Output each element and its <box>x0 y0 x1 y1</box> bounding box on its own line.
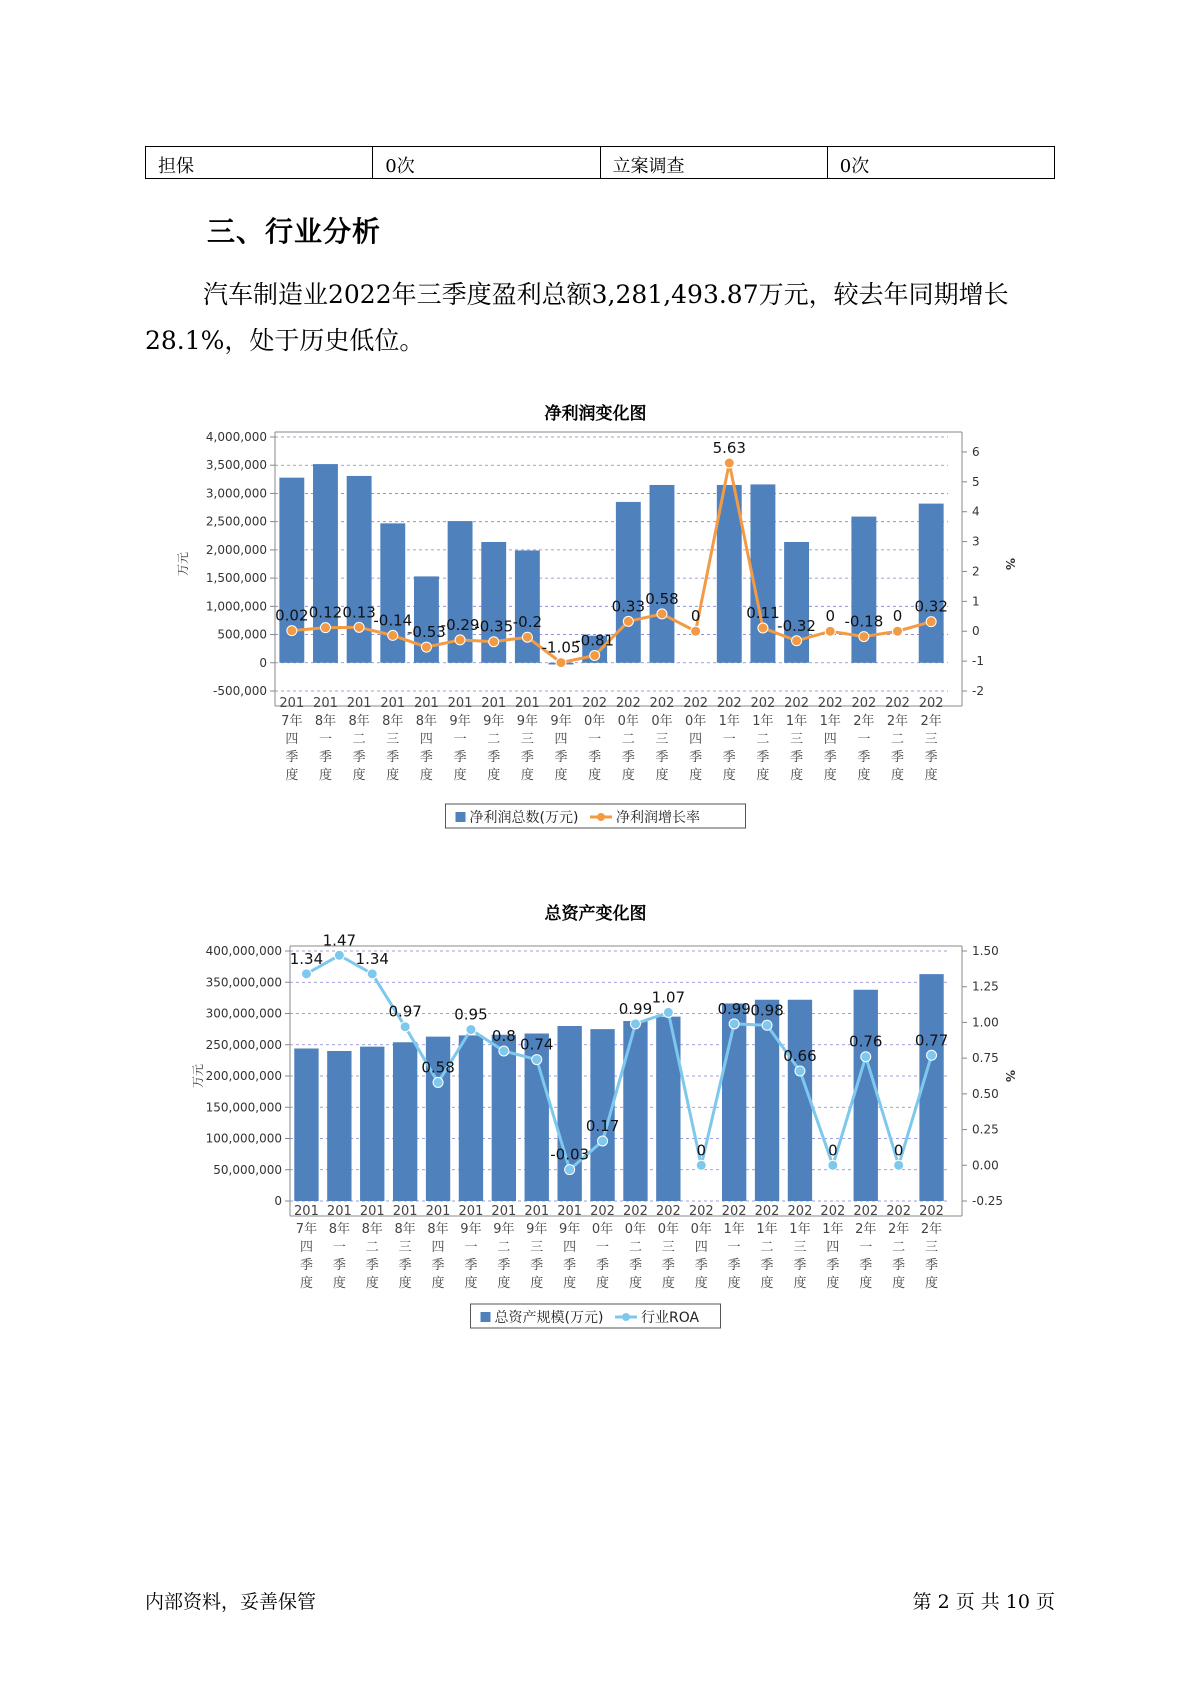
y-tick-label: 0 <box>274 1194 282 1208</box>
line-point <box>630 1019 640 1029</box>
x-tick-label: 201 9年三季度 <box>524 1204 550 1291</box>
x-tick-label: 202 0年一季度 <box>590 1204 615 1291</box>
y-tick-label: 50,000,000 <box>213 1162 282 1177</box>
y-tick-label: 350,000,000 <box>205 975 282 990</box>
x-tick-label: 202 1年一季度 <box>721 1204 747 1291</box>
bar <box>327 1051 351 1201</box>
x-tick-label: 201 8年一季度 <box>313 696 338 783</box>
y2-tick-label: 0.50 <box>972 1086 999 1101</box>
bar <box>788 1000 812 1201</box>
bar <box>380 523 405 662</box>
line-point <box>532 1055 542 1065</box>
x-tick-label: 201 9年一季度 <box>458 1204 484 1291</box>
bar <box>492 1035 516 1201</box>
y-tick-label: 3,000,000 <box>205 486 267 501</box>
info-table <box>145 146 1055 179</box>
y-tick-label: 400,000,000 <box>205 944 282 958</box>
x-tick-label: 201 8年三季度 <box>380 696 406 783</box>
line-point <box>320 623 330 633</box>
line-point <box>466 1025 476 1035</box>
net-profit-chart <box>0 425 1191 845</box>
y-tick-label: 0 <box>259 655 267 670</box>
data-label: 0 <box>690 607 701 626</box>
x-tick-label: 202 2年二季度 <box>885 696 910 783</box>
y2-tick-label: 0.75 <box>972 1051 999 1066</box>
line-point <box>691 626 701 636</box>
y-tick-label: 3,500,000 <box>205 458 267 473</box>
line-point <box>565 1165 575 1175</box>
data-label: -0.14 <box>373 611 413 630</box>
data-label: 0.11 <box>746 603 780 622</box>
data-label: 0.58 <box>421 1058 455 1077</box>
legend-bar-swatch <box>456 812 466 822</box>
bar <box>294 1049 318 1202</box>
table-cell: 立案调查 <box>600 147 827 179</box>
line-point <box>489 637 499 647</box>
y2-tick-label: 2 <box>972 564 980 579</box>
line-point <box>828 1160 838 1170</box>
x-tick-label: 202 1年四季度 <box>817 696 843 783</box>
x-tick-label: 201 9年一季度 <box>447 696 473 783</box>
bar <box>722 1004 746 1202</box>
x-tick-label: 202 0年四季度 <box>688 1204 714 1291</box>
y2-tick-label: 0.00 <box>972 1158 999 1173</box>
x-tick-label: 201 8年四季度 <box>414 696 439 783</box>
data-label: 0 <box>696 1141 707 1160</box>
table-cell: 担保 <box>146 147 373 179</box>
line-point <box>590 650 600 660</box>
x-tick-label: 202 1年三季度 <box>784 696 809 783</box>
y-tick-label: 1,500,000 <box>205 571 267 586</box>
line-point <box>724 458 734 468</box>
chart-title-net-profit: 净利润变化图 <box>544 404 647 424</box>
data-label: -0.18 <box>844 612 884 631</box>
x-tick-label: 201 8年二季度 <box>359 1204 385 1291</box>
data-label: 0.12 <box>308 603 343 622</box>
x-tick-label: 201 8年二季度 <box>346 696 372 783</box>
y-tick-label: 4,000,000 <box>205 430 267 444</box>
x-tick-label: 202 0年一季度 <box>582 696 608 783</box>
y2-tick-label: 1.00 <box>972 1015 999 1030</box>
x-tick-label: 201 9年三季度 <box>514 696 540 783</box>
legend-label: 总资产规模(万元) <box>494 1310 604 1326</box>
line-point <box>433 1077 443 1087</box>
y-tick-label: 200,000,000 <box>205 1069 282 1083</box>
line-point <box>455 635 465 645</box>
line-point <box>367 969 377 979</box>
legend-label: 净利润总数(万元) <box>469 810 579 826</box>
line-point <box>926 617 936 627</box>
line-point <box>657 609 667 619</box>
legend-label: 净利润增长率 <box>616 810 700 826</box>
data-label: 0.13 <box>342 603 376 622</box>
legend-label: 行业ROA <box>641 1310 700 1326</box>
bar <box>750 484 775 662</box>
data-label: 0.98 <box>750 1001 784 1020</box>
y-tick-label: 2,500,000 <box>205 514 267 529</box>
data-label: 1.34 <box>355 949 389 968</box>
y-tick-label: 100,000,000 <box>205 1131 282 1146</box>
line-point <box>400 1022 410 1032</box>
line-point <box>421 642 431 652</box>
data-label: 1.47 <box>322 931 357 950</box>
x-tick-label: 201 9年四季度 <box>557 1204 583 1291</box>
section-title: 三、行业分析 <box>207 215 382 248</box>
bar <box>854 990 878 1201</box>
chart-title-total-assets: 总资产变化图 <box>544 904 647 924</box>
y-tick-label: 2,000,000 <box>205 542 267 557</box>
data-label: 0.74 <box>520 1035 554 1054</box>
bar <box>347 476 372 663</box>
line-point <box>598 1136 608 1146</box>
x-tick-label: 201 8年三季度 <box>392 1204 418 1291</box>
table-row <box>146 147 1055 179</box>
line-point <box>556 658 566 668</box>
line-point <box>861 1052 871 1062</box>
data-label: 0.02 <box>275 606 309 625</box>
y-tick-label: -500,000 <box>213 684 267 698</box>
y2-tick-label: 1.50 <box>972 944 999 958</box>
data-label: 0.66 <box>783 1047 817 1065</box>
bar <box>616 502 641 663</box>
data-label: -0.81 <box>575 631 615 650</box>
x-tick-label: 202 0年四季度 <box>683 696 709 783</box>
x-tick-label: 201 9年二季度 <box>491 1204 517 1291</box>
data-label: 0 <box>825 607 835 626</box>
x-tick-label: 202 1年三季度 <box>787 1204 813 1291</box>
data-label: 5.63 <box>712 438 746 457</box>
data-label: 0.76 <box>849 1032 883 1051</box>
line-point <box>663 1007 673 1017</box>
x-tick-label: 202 1年二季度 <box>750 696 776 783</box>
y2-tick-label: 1.25 <box>972 979 999 994</box>
data-label: 0 <box>828 1141 838 1160</box>
line-point <box>927 1050 937 1060</box>
data-label: -0.29 <box>440 615 480 634</box>
x-tick-label: 201 7年四季度 <box>294 1204 319 1291</box>
line-point <box>893 626 903 636</box>
data-label: 0.97 <box>388 1002 422 1021</box>
line-point <box>792 636 802 646</box>
x-tick-label: 202 2年一季度 <box>853 1204 879 1291</box>
y2-tick-label: 1 <box>972 594 980 609</box>
x-tick-label: 201 8年四季度 <box>425 1204 451 1291</box>
data-label: 1.07 <box>651 988 686 1007</box>
line-point <box>762 1020 772 1030</box>
data-label: -0.53 <box>407 623 446 642</box>
y2-axis-title: % <box>1003 1069 1017 1083</box>
line-point <box>859 632 869 642</box>
legend-line-marker <box>597 813 605 821</box>
line-point <box>696 1160 706 1170</box>
bar <box>512 550 543 662</box>
data-label: 0 <box>892 607 903 626</box>
line-point <box>334 950 344 960</box>
data-label: -1.05 <box>541 638 581 657</box>
x-tick-label: 202 2年一季度 <box>851 696 877 783</box>
x-tick-label: 202 0年二季度 <box>623 1204 648 1291</box>
y2-tick-label: 5 <box>972 474 980 489</box>
y-tick-label: 300,000,000 <box>205 1006 282 1021</box>
line-point <box>287 626 297 636</box>
x-tick-label: 201 9年四季度 <box>548 696 574 783</box>
bar <box>459 1035 483 1201</box>
y2-tick-label: 0 <box>972 624 980 639</box>
y2-axis-title: % <box>1003 557 1017 571</box>
x-tick-label: 201 8年一季度 <box>326 1204 352 1291</box>
bar <box>650 485 675 663</box>
line-point <box>499 1046 509 1056</box>
y2-tick-label: -0.25 <box>972 1194 1004 1208</box>
data-label: -0.35 <box>474 617 514 636</box>
data-label: 0.33 <box>611 597 646 616</box>
legend-line-marker <box>622 1313 630 1321</box>
bar <box>360 1047 384 1201</box>
data-label: -0.2 <box>512 613 543 632</box>
bar <box>919 504 944 663</box>
x-tick-label: 202 0年三季度 <box>649 696 675 783</box>
x-tick-label: 202 2年二季度 <box>886 1204 912 1291</box>
y-tick-label: 500,000 <box>217 627 267 642</box>
y-tick-label: 250,000,000 <box>205 1037 282 1052</box>
footer-page-number: 第 2 页 共 10 页 <box>912 1591 1055 1613</box>
data-label: 0.8 <box>491 1027 516 1045</box>
data-label: -0.32 <box>777 616 816 635</box>
line-point <box>354 622 364 632</box>
y-axis-title: 万元 <box>191 1063 205 1089</box>
data-label: 0.95 <box>454 1005 488 1024</box>
x-tick-label: 202 0年三季度 <box>655 1204 681 1291</box>
line-point <box>729 1019 739 1029</box>
data-label: 0.99 <box>717 999 751 1018</box>
table-cell: 0次 <box>373 147 600 179</box>
x-tick-label: 202 1年二季度 <box>754 1204 780 1291</box>
analysis-paragraph: 汽车制造业2022年三季度盈利总额3,281,493.87万元，较去年同期增长28.1%，处于历史低位。 <box>145 280 1009 355</box>
footer-confidential-note: 内部资料，妥善保管 <box>145 1591 317 1613</box>
line-point <box>301 969 311 979</box>
table-cell: 0次 <box>827 147 1054 179</box>
x-tick-label: 202 2年三季度 <box>919 1204 944 1291</box>
y2-tick-label: 0.25 <box>972 1122 999 1137</box>
x-tick-label: 201 7年四季度 <box>279 696 305 783</box>
legend-bar-swatch <box>481 1312 491 1322</box>
x-tick-label: 202 0年二季度 <box>615 696 641 783</box>
y2-tick-label: -2 <box>972 684 984 698</box>
y-axis-title: 万元 <box>176 551 190 577</box>
bar <box>623 1021 647 1201</box>
line-point <box>825 626 835 636</box>
line-point <box>894 1160 904 1170</box>
line-point <box>388 630 398 640</box>
data-label: 0.58 <box>645 589 679 608</box>
bar <box>393 1042 417 1201</box>
x-tick-label: 201 9年二季度 <box>481 696 507 783</box>
data-label: -0.03 <box>550 1145 590 1164</box>
data-label: 1.34 <box>289 949 324 968</box>
y2-tick-label: 4 <box>972 504 980 519</box>
line-point <box>758 623 768 633</box>
y2-tick-label: 6 <box>972 444 980 459</box>
data-label: 0.99 <box>618 999 653 1018</box>
x-tick-label: 202 1年四季度 <box>820 1204 846 1291</box>
x-tick-label: 202 1年一季度 <box>716 696 742 783</box>
data-label: 0 <box>893 1141 904 1160</box>
data-label: 0.77 <box>914 1031 949 1050</box>
bar <box>656 1017 680 1201</box>
x-tick-label: 202 2年三季度 <box>918 696 944 783</box>
data-label: 0.17 <box>585 1117 620 1135</box>
line-point <box>522 632 532 642</box>
data-label: 0.32 <box>914 597 948 616</box>
line-point <box>795 1066 805 1076</box>
y-tick-label: 1,000,000 <box>205 599 267 614</box>
line-point <box>623 616 633 626</box>
y2-tick-label: 3 <box>972 534 980 549</box>
y2-tick-label: -1 <box>972 654 984 669</box>
y-tick-label: 150,000,000 <box>205 1100 282 1115</box>
total-assets-chart <box>0 925 1191 1345</box>
